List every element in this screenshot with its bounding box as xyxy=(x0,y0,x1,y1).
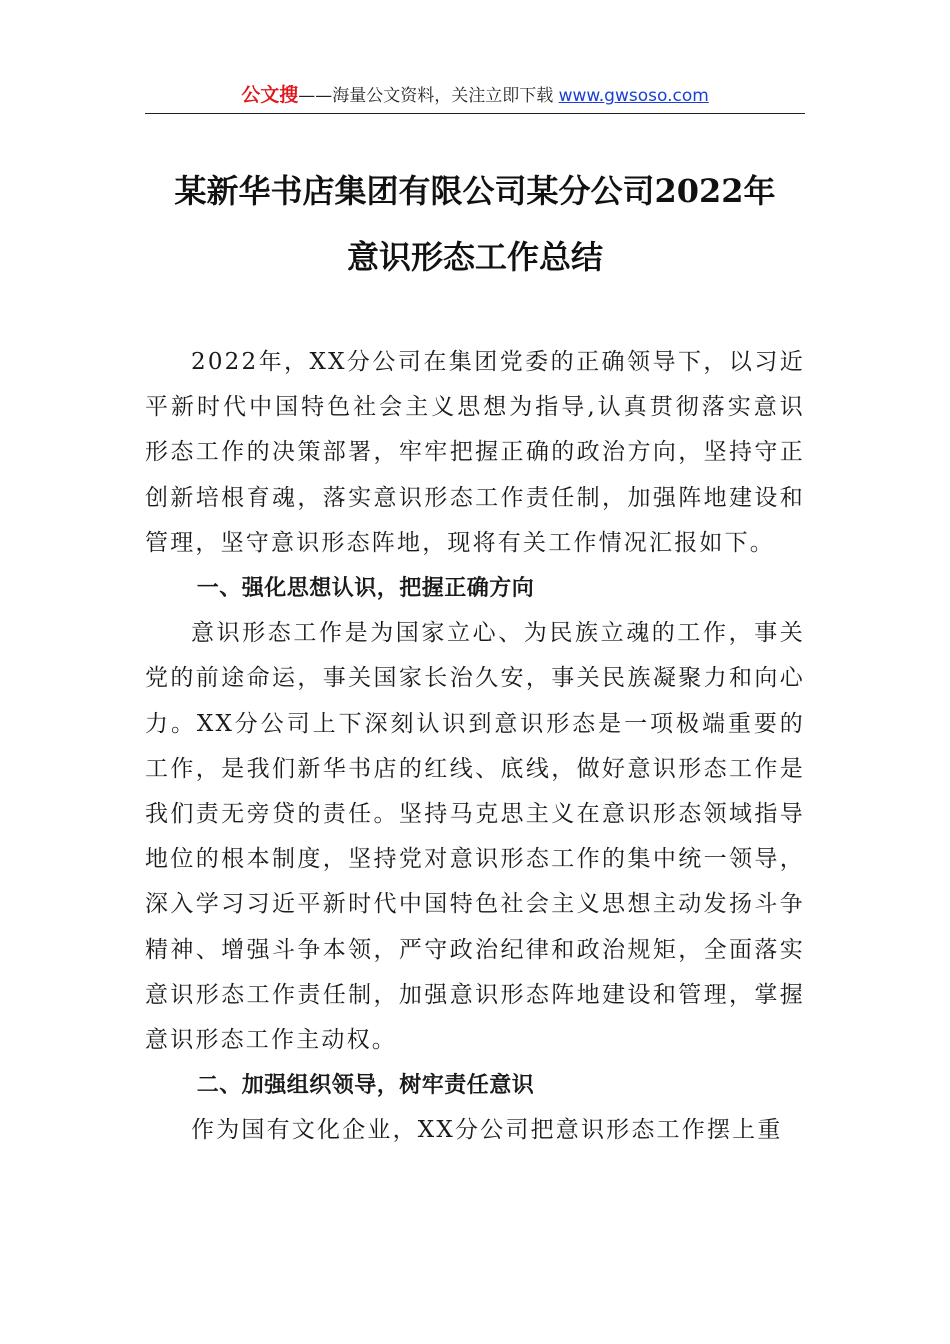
document-body xyxy=(145,340,805,1154)
website-link[interactable]: www.gwsoso.com xyxy=(558,86,709,106)
page-header xyxy=(145,82,805,109)
header-tagline: ——海量公文资料，关注立即下载 xyxy=(298,86,554,106)
paragraph-intro: 2022年，XX分公司在集团党委的正确领导下，以习近平新时代中国特色社会主义思想为指导,认真贯彻落实意识形态工作的决策部署，牢牢把握正确的政治方向，坚持守正创新培根育魂，落实意识形态工作责任制，加强阵地建设和管理，坚守意识形态阵地，现将有关工作情况汇报如下。 xyxy=(145,349,805,556)
header-divider xyxy=(145,113,805,114)
section-heading-1: 一、强化思想认识，把握正确方向 xyxy=(196,576,535,602)
brand-name: 公文搜 xyxy=(241,84,299,106)
section-heading-2: 二、加强组织领导，树牢责任意识 xyxy=(196,1073,535,1099)
title-line-2: 意识形态工作总结 xyxy=(346,238,603,276)
document-title xyxy=(120,158,830,290)
title-line-1: 某新华书店集团有限公司某分公司2022年 xyxy=(174,172,776,210)
paragraph-section-1: 意识形态工作是为国家立心、为民族立魂的工作，事关党的前途命运，事关国家长治久安，事关民族凝聚力和向心力。XX分公司上下深刻认识到意识形态是一项极端重要的工作，是我们新华书店的红线、底线，做好意识形态工作是我们责无旁贷的责任。坚持马克思主义在意识形态领域指导地位的根本制度，坚持党对意识形态工作的集中统一领导，深入学习习近平新时代中国特色社会主义思想主动发扬斗争精神、增强斗争本领，严守政治纪律和政治规矩，全面落实意识形态工作责任制，加强意识形态阵地建设和管理，掌握意识形态工作主动权。 xyxy=(145,620,805,1054)
paragraph-section-2: 作为国有文化企业，XX分公司把意识形态工作摆上重 xyxy=(191,1117,783,1144)
